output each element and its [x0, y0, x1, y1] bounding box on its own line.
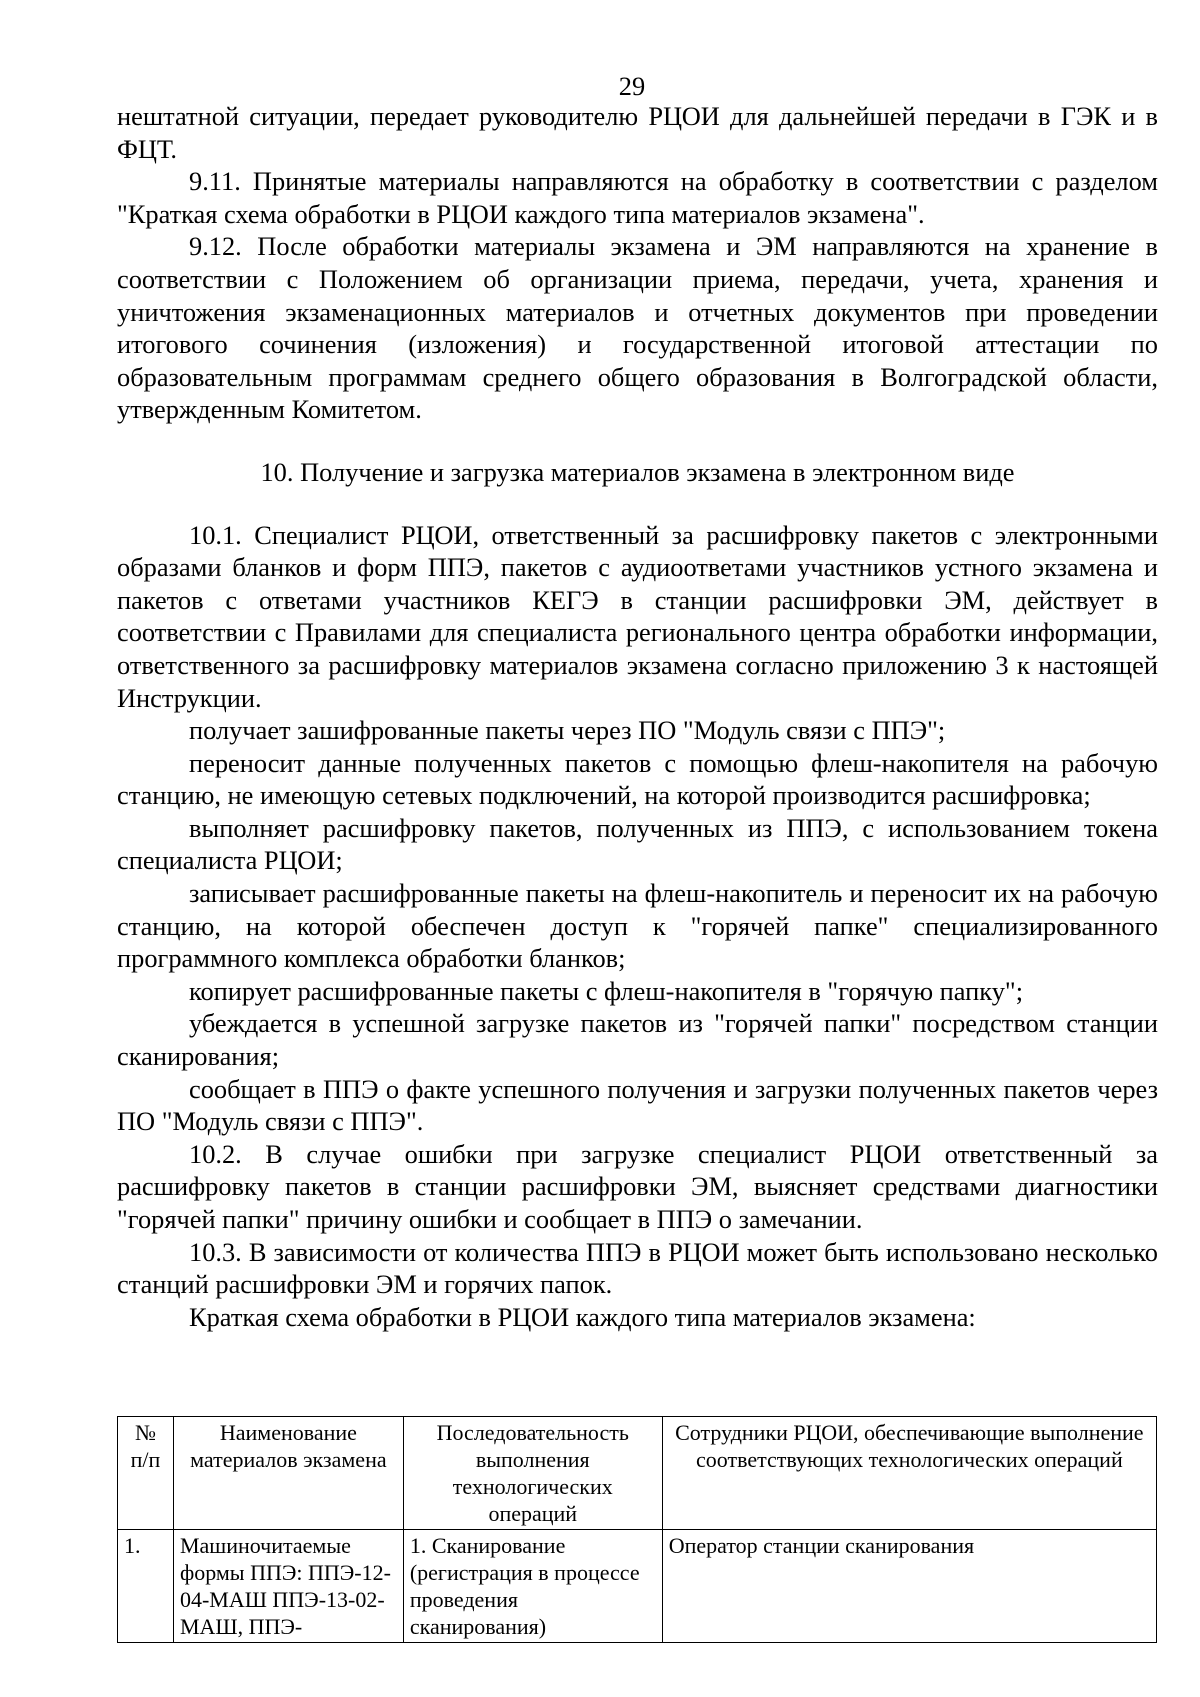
paragraph: 10.1. Специалист РЦОИ, ответственный за расшифровку пакетов с электронными образами бланков и форм ППЭ, пакетов с аудиоответами участников устного экзамена и пакетов с ответами участников КЕГЭ в станции расшифровки ЭМ, действует в соответствии с Правилами для специалиста регионального центра обработки информации, ответственного за расшифровку материалов экзамена согласно приложению 3 к настоящей Инструкции. — [117, 519, 1158, 713]
table-cell: Оператор станции сканирования — [662, 1530, 1156, 1643]
table-cell: Машиночитаемые формы ППЭ: ППЭ-12-04-МАШ ППЭ-13-02-МАШ, ППЭ- — [173, 1530, 403, 1643]
paragraph: убеждается в успешной загрузке пакетов из "горячей папки" посредством станции сканирования; — [117, 1008, 1158, 1072]
table-row — [118, 1530, 1157, 1643]
column-header-staff: Сотрудники РЦОИ, обеспечивающие выполнение соответствующих технологических операций — [662, 1417, 1156, 1530]
table-cell: 1. — [118, 1530, 174, 1643]
column-header-operations: Последовательность выполнения технологических операций — [403, 1417, 662, 1530]
paragraph: записывает расшифрованные пакеты на флеш-накопитель и переносит их на рабочую станцию, на которой обеспечен доступ к "горячей папке" специализированного программного комплекса обработки бланков; — [117, 878, 1158, 974]
paragraph: Краткая схема обработки в РЦОИ каждого типа материалов экзамена: — [189, 1301, 976, 1332]
paragraph: копирует расшифрованные пакеты с флеш-накопителя в "горячую папку"; — [189, 975, 1024, 1006]
table-cell: 1. Сканирование (регистрация в процессе проведения сканирования) — [403, 1530, 662, 1643]
paragraph: сообщает в ППЭ о факте успешного получения и загрузки полученных пакетов через ПО "Модуль связи с ППЭ". — [117, 1073, 1158, 1137]
paragraph: 9.11. Принятые материалы направляются на обработку в соответствии с разделом "Краткая схема обработки в РЦОИ каждого типа материалов экзамена". — [117, 166, 1158, 229]
paragraph: получает зашифрованные пакеты через ПО "Модуль связи с ППЭ"; — [189, 715, 946, 746]
column-header-number: № п/п — [118, 1417, 174, 1530]
paragraph: выполняет расшифровку пакетов, полученных из ППЭ, с использованием токена специалиста РЦОИ; — [117, 812, 1158, 876]
paragraph: переносит данные полученных пакетов с помощью флеш-накопителя на рабочую станцию, не имеющую сетевых подключений, на которой производится расшифровка; — [117, 747, 1158, 811]
processing-scheme-table — [117, 1416, 1157, 1643]
page-number: 29 — [618, 71, 646, 101]
document-body — [117, 100, 1158, 1333]
section-heading: 10. Получение и загрузка материалов экзамена в электронном виде — [260, 456, 1015, 487]
paragraph: 9.12. После обработки материалы экзамена и ЭМ направляются на хранение в соответствии с Положением об организации приема, передачи, учета, хранения и уничтожения экзаменационных материалов и отчетных документов при проведении итогового сочинения (изложения) и государственной итоговой аттестации по образовательным программам среднего общего образования в Волгоградской области, утвержденным Комитетом. — [117, 231, 1158, 425]
paragraph: 10.3. В зависимости от количества ППЭ в РЦОИ может быть использовано несколько станций расшифровки ЭМ и горячих папок. — [117, 1236, 1158, 1300]
paragraph: нештатной ситуации, передает руководителю РЦОИ для дальнейшей передачи в ГЭК и в ФЦТ. — [117, 101, 1158, 164]
column-header-materials: Наименование материалов экзамена — [173, 1417, 403, 1530]
paragraph: 10.2. В случае ошибки при загрузке специалист РЦОИ ответственный за расшифровку пакетов в станции расшифровки ЭМ, выясняет средствами диагностики "горячей папки" причину ошибки и сообщает в ППЭ о замечании. — [117, 1138, 1158, 1234]
table-header-row — [118, 1417, 1157, 1530]
